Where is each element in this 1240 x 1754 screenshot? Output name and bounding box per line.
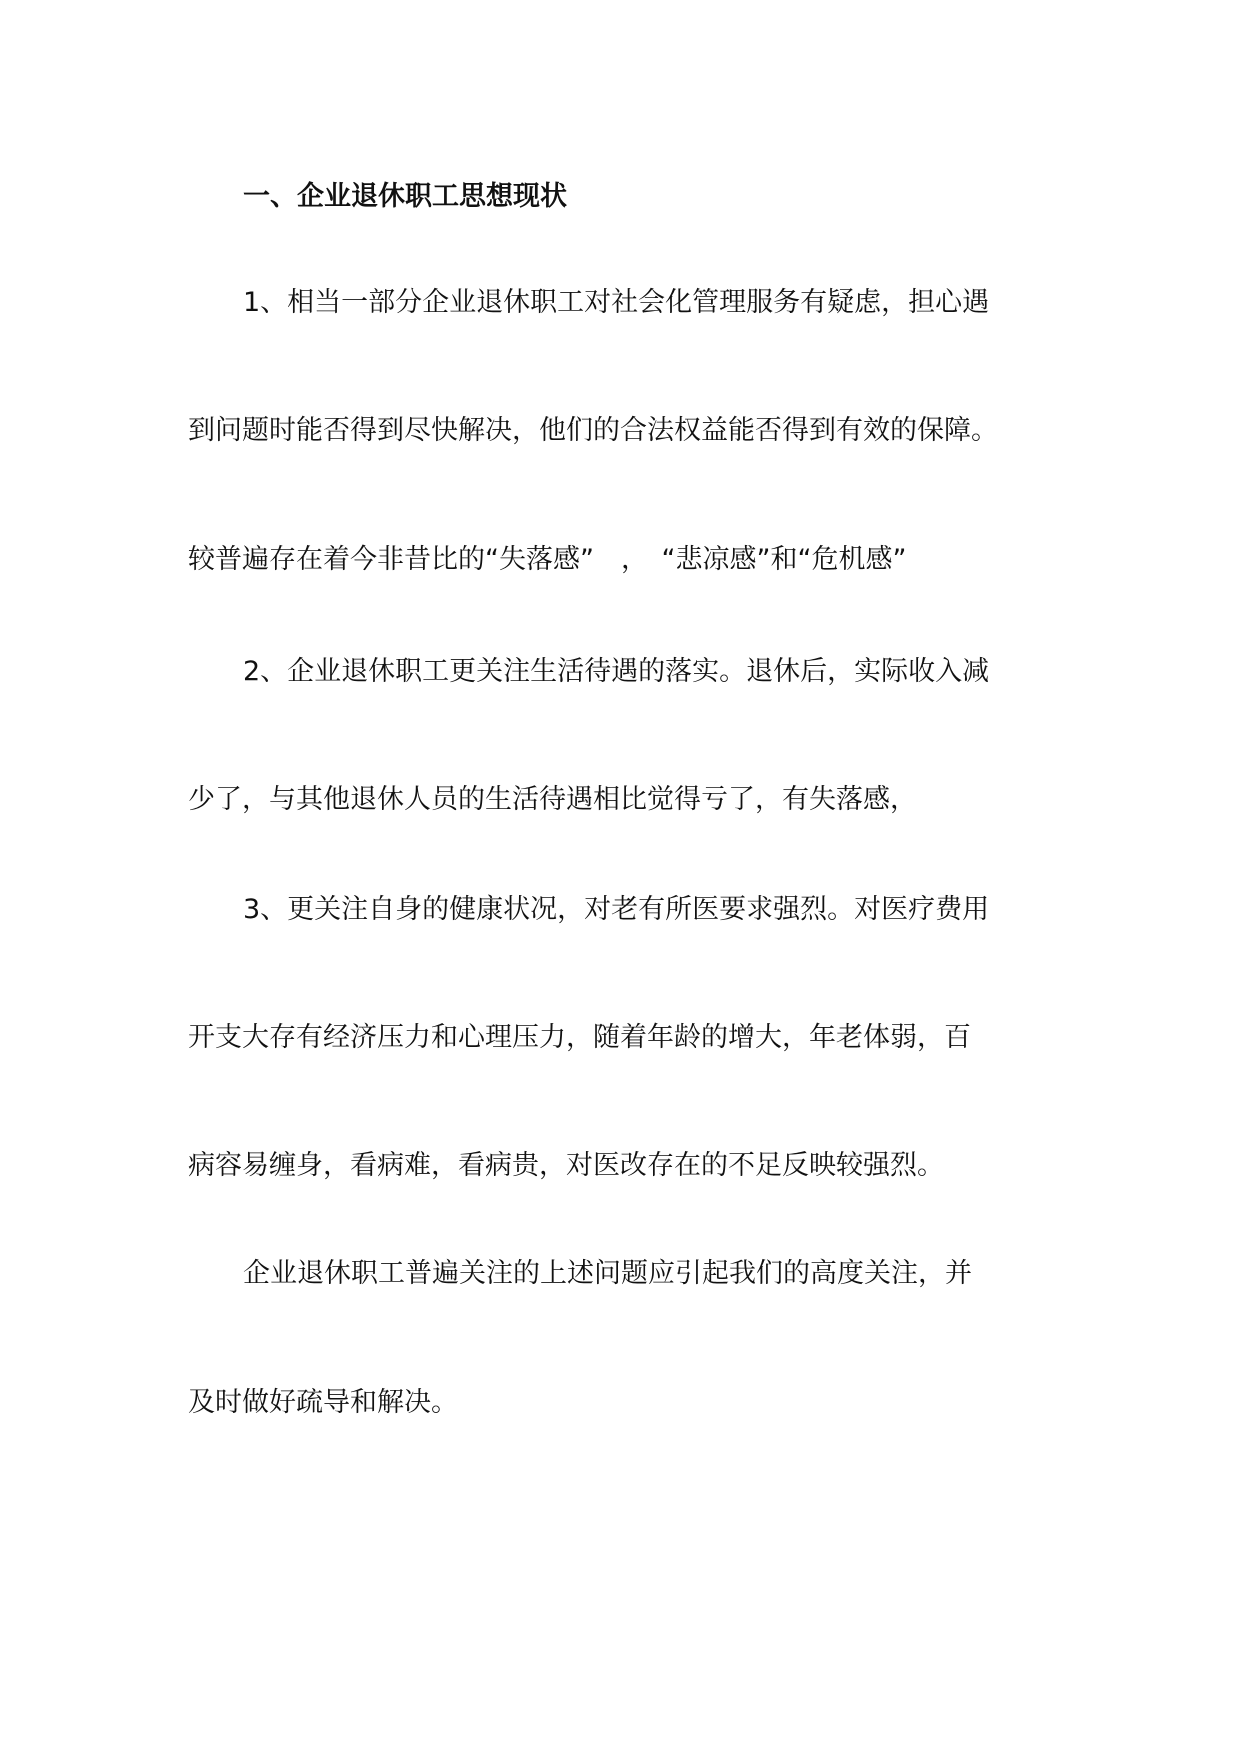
paragraph-3-line-2: 开支大存有经济压力和心理压力，随着年龄的增大，年老体弱，百 — [188, 1022, 971, 1053]
paragraph-1-line-1: 1、相当一部分企业退休职工对社会化管理服务有疑虑，担心遇 — [243, 287, 990, 318]
paragraph-3-line-1: 3、更关注自身的健康状况，对老有所医要求强烈。对医疗费用 — [243, 894, 990, 925]
paragraph-2-line-2: 少了，与其他退休人员的生活待遇相比觉得亏了，有失落感， — [188, 784, 917, 815]
paragraph-4-line-1: 企业退休职工普遍关注的上述问题应引起我们的高度关注，并 — [243, 1258, 972, 1289]
paragraph-2-line-1: 2、企业退休职工更关注生活待遇的落实。退休后，实际收入减 — [243, 656, 990, 687]
paragraph-3-line-3: 病容易缠身，看病难，看病贵，对医改存在的不足反映较强烈。 — [188, 1150, 944, 1181]
paragraph-1-line-2: 到问题时能否得到尽快解决，他们的合法权益能否得到有效的保障。 — [188, 415, 998, 446]
paragraph-4-line-2: 及时做好疏导和解决。 — [188, 1387, 458, 1418]
paragraph-1-line-3: 较普遍存在着今非昔比的“失落感” ， “悲凉感”和“危机感” — [188, 544, 907, 575]
section-heading: 一、企业退休职工思想现状 — [243, 181, 567, 212]
